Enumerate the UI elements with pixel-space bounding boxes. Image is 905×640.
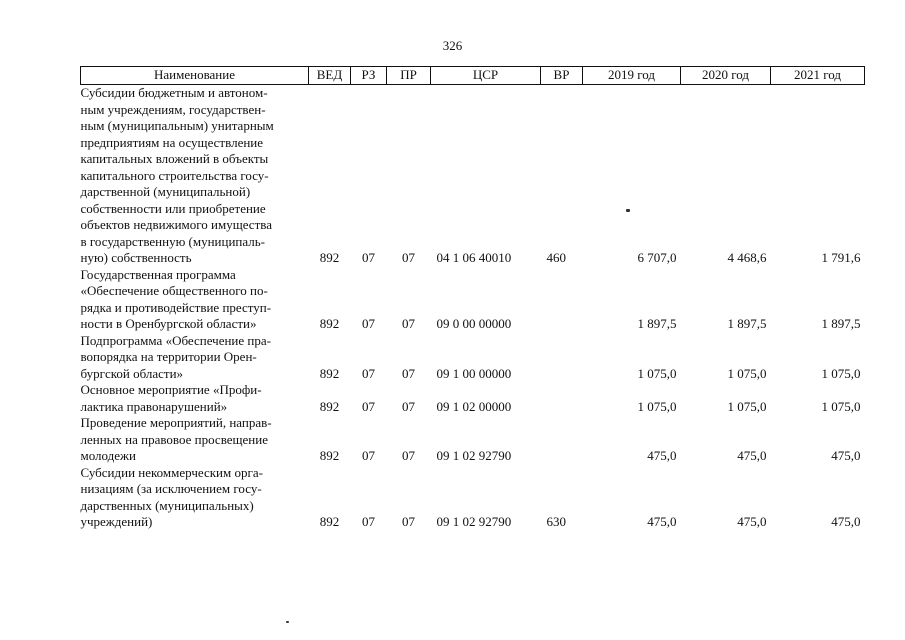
row-ved: 892 [319, 250, 340, 265]
row-rz: 07 [362, 514, 375, 529]
row-2021: 475,0 [831, 514, 861, 529]
row-2019: 1 897,5 [637, 316, 677, 331]
row-ved: 892 [319, 316, 340, 331]
row-2021: 1 897,5 [821, 316, 861, 331]
row-name: Основное мероприятие «Профи- лактика правонарушений» [80, 382, 262, 414]
scan-speck [626, 209, 630, 212]
row-2019: 475,0 [647, 514, 677, 529]
row-rz: 07 [362, 316, 375, 331]
row-name: Государственная программа «Обеспечение общественного по- рядка и противодействие преступ- ности в Оренбургской области» [80, 266, 272, 331]
row-vr: 460 [546, 250, 566, 265]
row-csr: 04 1 06 40010 [436, 250, 512, 265]
row-pr: 07 [402, 448, 415, 463]
row-name: Проведение мероприятий, направ- ленных на правовое просвещение молодежи [80, 415, 272, 463]
row-2020: 1 897,5 [727, 316, 767, 331]
row-2019: 6 707,0 [637, 250, 677, 265]
header-vr: ВР [541, 67, 583, 85]
row-name: Субсидии некоммерческим орга- низациям (за исключением госу- дарственных (муниципальных) учреждений) [80, 464, 263, 529]
row-csr: 09 1 02 92790 [436, 514, 512, 529]
table-header-row [81, 67, 865, 85]
row-rz: 07 [362, 250, 375, 265]
row-name: Субсидии бюджетным и автоном- ным учреждениям, государствен- ным (муниципальным) унитарным предприятиям на осуществление капитальных вложений в объекты капитального строительства госу- дарственной (муниципальной) собственности или приобретение объектов недвижимого имущества в государственную (муниципаль- ную) собственность [80, 85, 274, 265]
row-ved: 892 [319, 365, 340, 381]
row-rz: 07 [362, 398, 375, 414]
row-vr [541, 382, 583, 415]
table-row [81, 465, 865, 531]
row-rz: 07 [362, 448, 375, 463]
row-csr: 09 0 00 00000 [436, 316, 512, 331]
table-row [81, 333, 865, 383]
scan-speck [286, 621, 289, 623]
header-2019: 2019 год [583, 67, 681, 85]
row-pr: 07 [402, 316, 415, 331]
row-pr: 07 [402, 514, 415, 529]
row-vr [541, 415, 583, 465]
table-row [81, 85, 865, 267]
row-2021: 1 791,6 [821, 250, 861, 265]
header-name: Наименование [81, 67, 309, 85]
row-ved: 892 [319, 398, 340, 414]
row-2021: 475,0 [831, 448, 861, 463]
row-vr: 630 [546, 514, 566, 529]
row-2019: 1 075,0 [637, 365, 677, 381]
row-rz: 07 [362, 365, 375, 381]
row-csr: 09 1 02 00000 [436, 398, 512, 414]
row-2020: 1 075,0 [727, 398, 767, 414]
header-2021: 2021 год [771, 67, 865, 85]
row-vr [541, 267, 583, 333]
table-row [81, 267, 865, 333]
row-ved: 892 [319, 448, 340, 463]
table-row [81, 415, 865, 465]
row-ved: 892 [319, 514, 340, 529]
row-2019: 1 075,0 [637, 398, 677, 414]
header-csr: ЦСР [431, 67, 541, 85]
row-pr: 07 [402, 250, 415, 265]
row-csr: 09 1 00 00000 [436, 365, 512, 381]
header-rz: РЗ [351, 67, 387, 85]
row-csr: 09 1 02 92790 [436, 448, 512, 463]
row-2019: 475,0 [647, 448, 677, 463]
row-2020: 475,0 [737, 448, 767, 463]
header-ved: ВЕД [309, 67, 351, 85]
row-2021: 1 075,0 [821, 365, 861, 381]
row-name: Подпрограмма «Обеспечение пра- вопорядка на территории Орен- бургской области» [80, 332, 271, 381]
page-number: 326 [442, 38, 463, 53]
header-pr: ПР [387, 67, 431, 85]
table-row [81, 382, 865, 415]
header-2020: 2020 год [681, 67, 771, 85]
row-2021: 1 075,0 [821, 398, 861, 414]
row-2020: 4 468,6 [727, 250, 767, 265]
row-2020: 475,0 [737, 514, 767, 529]
row-pr: 07 [402, 365, 415, 381]
row-2020: 1 075,0 [727, 365, 767, 381]
row-vr [541, 333, 583, 383]
row-pr: 07 [402, 398, 415, 414]
budget-table [80, 66, 865, 531]
